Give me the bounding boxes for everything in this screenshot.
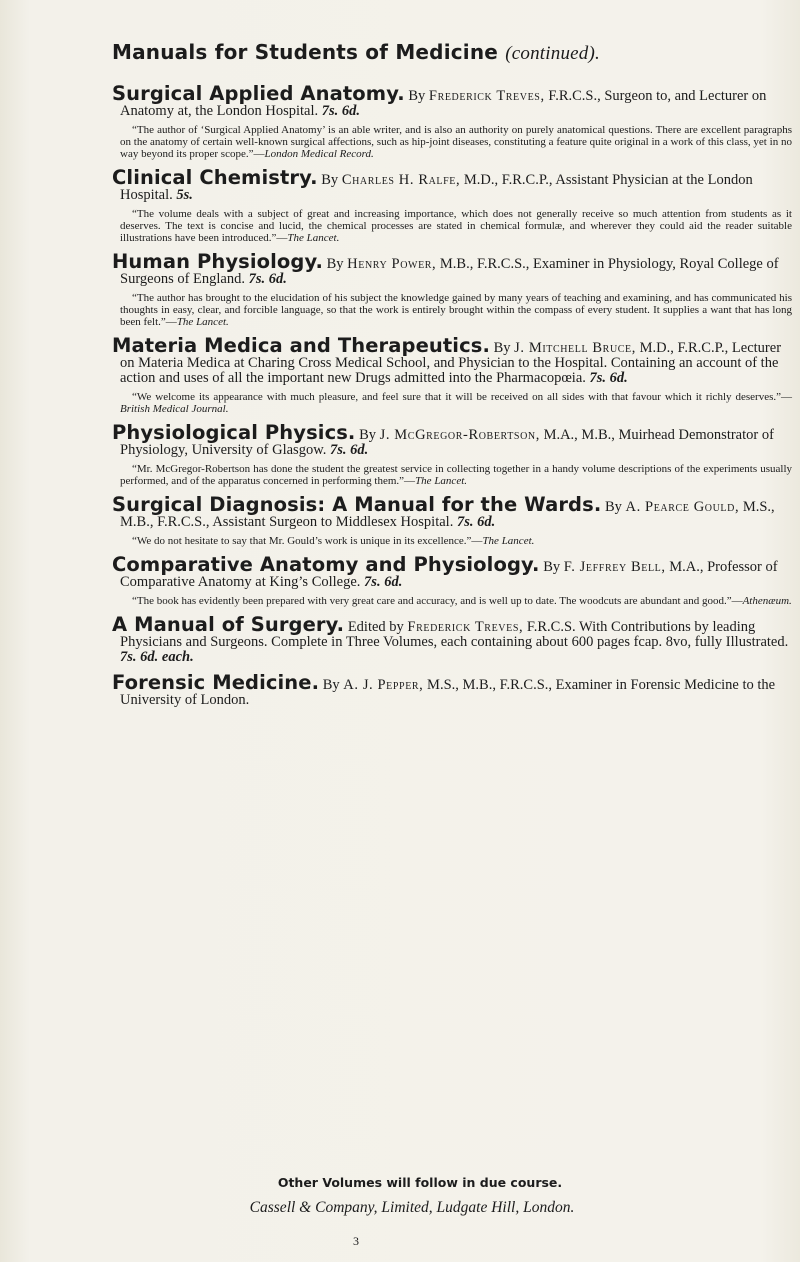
book-description: M.D., F.R.C.P., Assistant Physician at the London Hospital.	[120, 172, 753, 203]
author-prefix: By	[408, 88, 426, 104]
review-source: The Lancet.	[176, 316, 229, 328]
author-prefix: By	[543, 559, 561, 575]
review-source: British Medical Journal.	[120, 403, 229, 415]
book-author: F. Jeffrey Bell,	[563, 559, 666, 575]
header-continued: (continued).	[505, 43, 600, 64]
review-source: London Medical Record.	[264, 148, 374, 160]
review-source: The Lancet.	[287, 232, 340, 244]
book-price: 7s. 6d.	[456, 514, 496, 530]
book-title: Surgical Diagnosis: A Manual for the Wards.	[112, 493, 602, 516]
book-description: M.S., M.B., F.R.C.S., Examiner in Forensic Medicine to the University of London.	[120, 677, 776, 708]
book-entry	[112, 671, 792, 708]
book-author: J. Mitchell Bruce,	[514, 340, 636, 356]
book-author: Frederick Treves,	[428, 88, 545, 104]
book-entry	[112, 613, 792, 665]
book-title: Clinical Chemistry.	[112, 166, 318, 189]
book-entry	[112, 493, 792, 547]
book-review	[120, 391, 792, 415]
book-description: M.A., M.B., Muirhead Demonstrator of Physiology, University of Glasgow.	[120, 427, 774, 458]
review-text: “Mr. McGregor-Robertson has done the student the greatest service in collecting together in a handy volume descriptions of the experiments usually performed, and of the apparatus concerned in performing them.”—	[120, 463, 792, 487]
publisher-imprint: Cassell & Company, Limited, Ludgate Hill, London.	[249, 1199, 575, 1216]
book-title: A Manual of Surgery.	[112, 613, 345, 636]
review-text: “The book has evidently been prepared with very great care and accuracy, and is well up to date. The woodcuts are abundant and good.”—	[132, 595, 743, 607]
book-entry	[112, 334, 792, 415]
author-prefix: By	[493, 340, 511, 356]
book-price: 7s. 6d.	[321, 103, 361, 119]
page-header	[112, 40, 792, 65]
book-title: Comparative Anatomy and Physiology.	[112, 553, 540, 576]
author-prefix: Edited by	[347, 619, 404, 635]
review-text: “The author of ‘Surgical Applied Anatomy’ is an able writer, and is also an authority on purely anatomical questions. There are excellent paragraphs on the anatomy of certain well-known surgical affections, such as hip-joint diseases, constituting a feature quite original in a work of this class, yet in no way beyond its proper scope.”—	[120, 124, 792, 160]
book-description: M.A., Professor of Comparative Anatomy at King’s College.	[120, 559, 778, 590]
book-price: 7s. 6d.	[329, 442, 369, 458]
book-author: J. McGregor-Robertson,	[379, 427, 540, 443]
book-review	[120, 595, 792, 607]
book-entry	[112, 421, 792, 487]
book-author: Charles H. Ralfe,	[341, 172, 461, 188]
author-prefix: By	[359, 427, 376, 443]
footer-note: Other Volumes will follow in due course.	[277, 1175, 563, 1190]
book-description: M.S., M.B., F.R.C.S., Assistant Surgeon to Middlesex Hospital.	[120, 499, 775, 530]
book-price: 7s. 6d.	[589, 370, 628, 386]
book-review	[120, 124, 792, 160]
book-description: M.D., F.R.C.P., Lecturer on Materia Medica at Charing Cross Medical School, and Physician to the Hospital. Containing an account of the action and uses of all the important new Drugs admitted into the Pharmacopœia.	[120, 340, 782, 386]
review-source: The Lancet.	[415, 475, 468, 487]
book-price: 7s. 6d.	[364, 574, 403, 590]
book-entry	[112, 166, 792, 244]
book-title: Surgical Applied Anatomy.	[112, 82, 405, 105]
book-review	[120, 208, 792, 244]
book-price: 5s.	[176, 187, 193, 203]
book-list	[112, 82, 792, 718]
author-prefix: By	[326, 256, 344, 272]
review-text: “The author has brought to the elucidation of his subject the knowledge gained by many years of teaching and examining, and has communicated his thoughts in easy, clear, and forcible language, so that the work is entirely brought within the compass of every student. It supplies a want that has long been felt.”—	[120, 292, 792, 328]
header-title: Manuals for Students of Medicine	[112, 40, 499, 64]
book-author: A. Pearce Gould,	[625, 499, 740, 515]
author-prefix: By	[604, 499, 622, 515]
book-author: A. J. Pepper,	[343, 677, 424, 693]
book-review	[120, 292, 792, 328]
book-title: Human Physiology.	[112, 250, 323, 273]
book-entry	[112, 553, 792, 607]
book-title: Physiological Physics.	[112, 421, 356, 444]
page-number: 3	[353, 1234, 359, 1248]
book-price: 7s. 6d. each.	[120, 649, 194, 665]
review-text: “We welcome its appearance with much pleasure, and feel sure that it will be received on all sides with that favour which it richly deserves.”—	[132, 391, 792, 403]
book-review	[120, 535, 792, 547]
book-title: Materia Medica and Therapeutics.	[112, 334, 490, 357]
review-text: “The volume deals with a subject of great and increasing importance, which does not generally receive so much attention from students as it deserves. The text is concise and lucid, the chemical processes are stated in chemical formulæ, and wherever they could aid the reader suitable illustrations have been introduced.”—	[120, 208, 792, 244]
book-description: M.B., F.R.C.S., Examiner in Physiology, Royal College of Surgeons of England.	[120, 256, 779, 287]
review-text: “We do not hesitate to say that Mr. Gould’s work is unique in its excellence.”—	[132, 535, 483, 547]
book-title: Forensic Medicine.	[112, 671, 320, 694]
book-author: Frederick Treves,	[407, 619, 524, 635]
book-description: F.R.C.S., Surgeon to, and Lecturer on Anatomy at, the London Hospital.	[120, 88, 767, 119]
book-review	[120, 463, 792, 487]
book-entry	[112, 250, 792, 328]
author-prefix: By	[321, 172, 339, 188]
book-entry	[112, 82, 792, 160]
review-source: The Lancet.	[482, 535, 535, 547]
book-description: F.R.C.S. With Contributions by leading Physicians and Surgeons. Complete in Three Volumes, each containing about 600 pages fcap. 8vo, fully Illustrated.	[120, 619, 789, 650]
book-author: Henry Power,	[347, 256, 437, 272]
author-prefix: By	[322, 677, 340, 693]
book-price: 7s. 6d.	[248, 271, 287, 287]
review-source: Athenæum.	[742, 595, 792, 607]
